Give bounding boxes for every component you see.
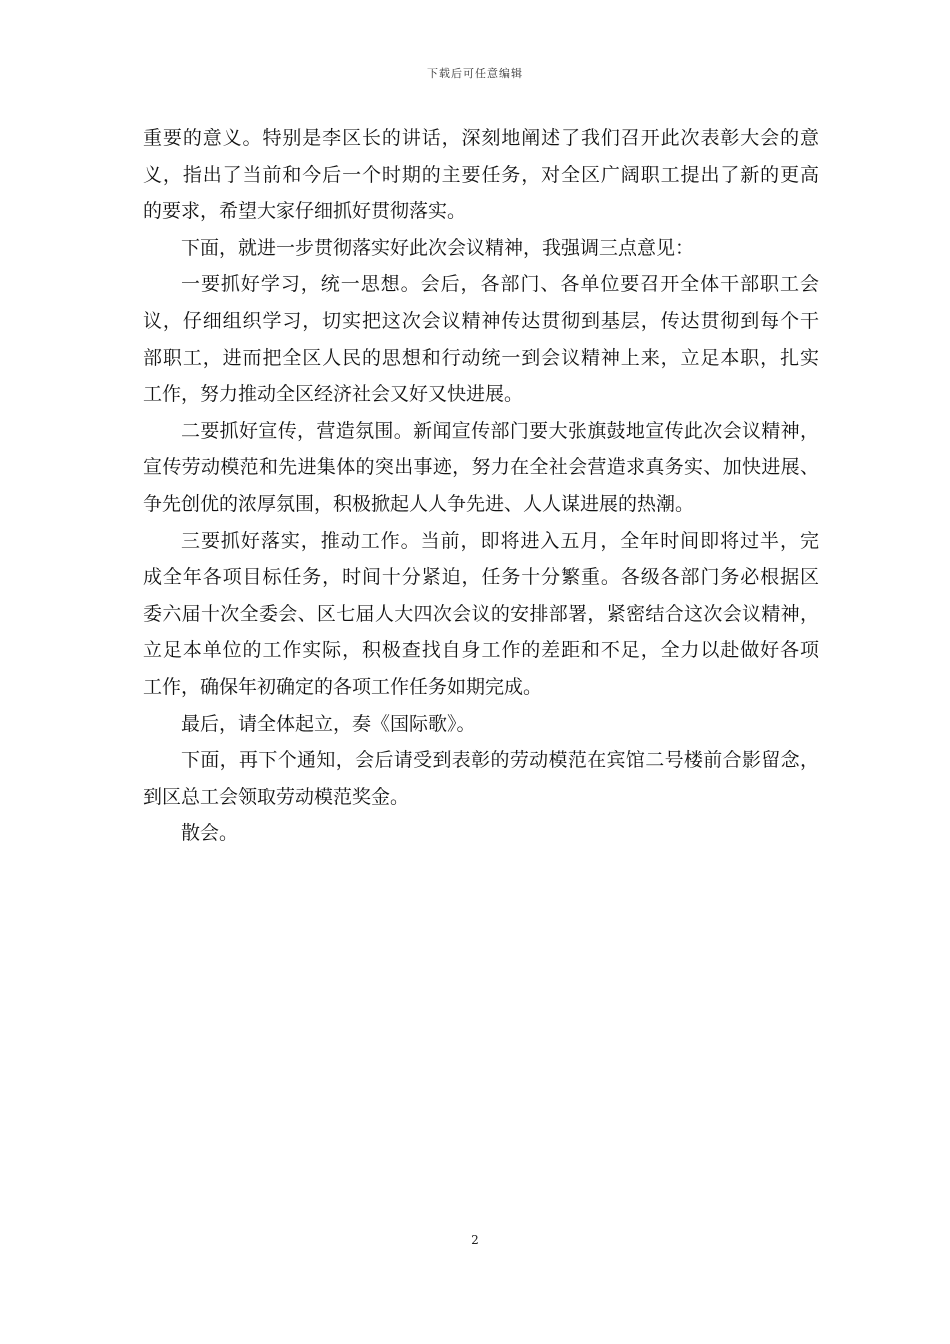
text-line: 最后，请全体起立，奏《国际歌》。 [181, 712, 476, 735]
text-line: 下面，再下个通知，会后请受到表彰的劳动模范在宾馆二号楼前合影留念， [181, 749, 819, 772]
text-line: 下面，就进一步贯彻落实好此次会议精神，我强调三点意见： [181, 236, 695, 259]
text-line: 议，仔细组织学习，切实把这次会议精神传达贯彻到基层，传达贯彻到每个干 [143, 309, 819, 332]
text-line: 重要的意义。特别是李区长的讲话，深刻地阐述了我们召开此次表彰大会的意 [143, 127, 819, 149]
text-line: 三要抓好落实，推动工作。当前，即将进入五月，全年时间即将过半，完 [181, 529, 819, 552]
text-line: 委六届十次全委会、区七届人大四次会议的安排部署，紧密结合这次会议精神， [143, 602, 819, 625]
text-line: 部职工，进而把全区人民的思想和行动统一到会议精神上来，立足本职，扎实 [143, 346, 819, 369]
page-header: 下载后可任意编辑 [427, 67, 523, 80]
text-line: 工作，努力推动全区经济社会又好又快进展。 [143, 383, 524, 406]
text-line: 争先创优的浓厚氛围，积极掀起人人争先进、人人谋进展的热潮。 [143, 492, 695, 515]
text-line: 立足本单位的工作实际，积极查找自身工作的差距和不足，全力以赴做好各项 [143, 639, 819, 662]
text-line: 一要抓好学习，统一思想。会后，各部门、各单位要召开全体干部职工会 [181, 273, 819, 296]
text-line: 义，指出了当前和今后一个时期的主要任务，对全区广阔职工提出了新的更高 [143, 163, 819, 186]
text-line: 成全年各项目标任务，时间十分紧迫，任务十分繁重。各级各部门务必根据区 [143, 566, 819, 589]
text-line: 散会。 [181, 822, 239, 845]
text-line: 工作，确保年初确定的各项工作任务如期完成。 [143, 675, 543, 698]
page-number: 2 [471, 1233, 479, 1247]
text-line: 的要求，希望大家仔细抓好贯彻落实。 [143, 200, 467, 223]
text-line: 二要抓好宣传，营造氛围。新闻宣传部门要大张旗鼓地宣传此次会议精神， [181, 419, 819, 442]
text-line: 宣传劳动模范和先进集体的突出事迹，努力在全社会营造求真务实、加快进展、 [143, 456, 819, 479]
text-line: 到区总工会领取劳动模范奖金。 [143, 785, 410, 808]
document-body [143, 120, 819, 852]
